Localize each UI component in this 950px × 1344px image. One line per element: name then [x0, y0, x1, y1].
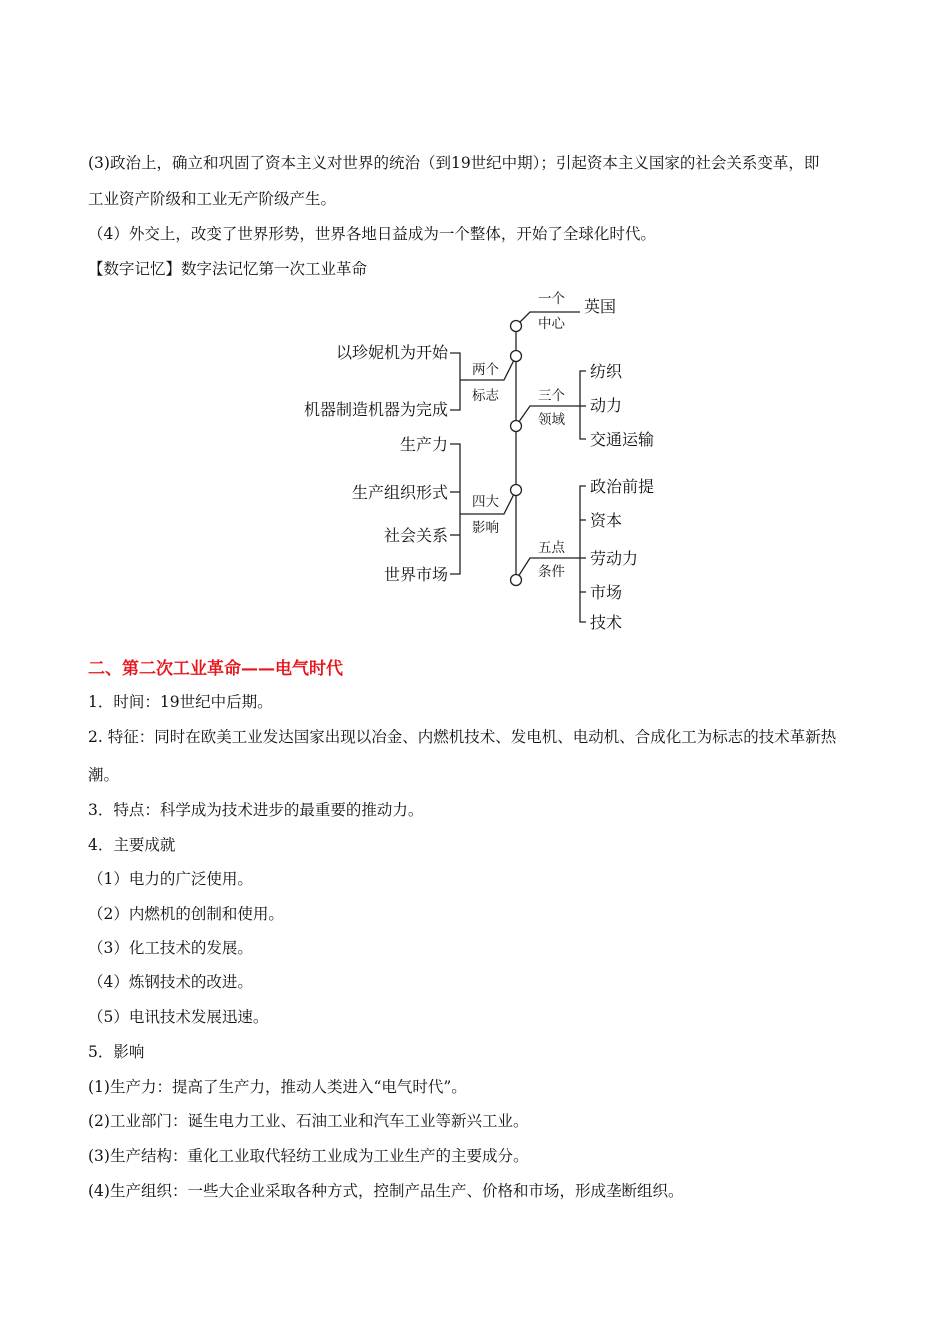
node-marks [511, 351, 522, 362]
conditions-item-4: 市场 [590, 583, 623, 602]
fields-item-3: 交通运输 [590, 430, 655, 449]
s2-line-13: (2)工业部门：诞生电力工业、石油工业和汽车工业等新兴工业。 [88, 1112, 529, 1130]
marks-bracket [450, 353, 460, 410]
conditions-item-1: 政治前提 [590, 477, 655, 496]
marks-item-2: 机器制造机器为完成 [303, 400, 448, 419]
conditions-bracket [580, 486, 586, 622]
section2-heading: 二、第二次工业革命——电气时代 [88, 659, 343, 679]
marks-item-1: 以珍妮机为开始 [335, 343, 448, 362]
fields-item-2: 动力 [590, 396, 623, 415]
node-conditions [511, 575, 522, 586]
s2-line-3: 潮。 [88, 766, 120, 784]
impacts-item-1: 生产力 [399, 435, 448, 454]
center-label-1: 一个 [538, 291, 565, 307]
conditions-item-3: 劳动力 [590, 549, 639, 568]
s2-line-15: (4)生产组织：一些大企业采取各种方式，控制产品生产、价格和市场，形成垄断组织。 [88, 1182, 684, 1200]
center-item: 英国 [584, 297, 617, 316]
impacts-item-4: 世界市场 [383, 565, 448, 584]
node-fields [511, 421, 522, 432]
s2-line-9: （4）炼钢技术的改进。 [88, 973, 253, 991]
marks-label-1: 两个 [472, 362, 499, 378]
s2-line-14: (3)生产结构：重化工业取代轻纺工业成为工业生产的主要成分。 [88, 1147, 529, 1165]
intro-line-2: 工业资产阶级和工业无产阶级产生。 [88, 190, 337, 208]
center-label-2: 中心 [538, 316, 565, 332]
s2-line-10: （5）电讯技术发展迅速。 [88, 1008, 269, 1026]
impacts-item-3: 社会关系 [383, 526, 448, 545]
impacts-label-1: 四大 [472, 494, 499, 510]
fields-label-1: 三个 [538, 388, 565, 404]
s2-line-11: 5．影响 [88, 1043, 145, 1061]
s2-line-2: 2. 特征：同时在欧美工业发达国家出现以冶金、内燃机技术、发电机、电动机、合成化工为标志的技术革新热 [88, 728, 837, 746]
node-center [511, 321, 522, 332]
conditions-item-5: 技术 [590, 613, 623, 632]
s2-line-4: 3．特点：科学成为技术进步的最重要的推动力。 [88, 801, 424, 819]
impacts-label-2: 影响 [472, 520, 499, 536]
mind-map-diagram [280, 286, 700, 638]
conditions-item-2: 资本 [590, 511, 623, 530]
intro-line-1: (3)政治上，确立和巩固了资本主义对世界的统治（到19世纪中期）；引起资本主义国家的社会关系变革，即 [88, 154, 820, 172]
fields-bracket [580, 371, 586, 439]
conditions-label-2: 条件 [538, 564, 565, 580]
s2-line-7: （2）内燃机的创制和使用。 [88, 905, 284, 923]
intro-line-4: 【数字记忆】数字法记忆第一次工业革命 [88, 260, 368, 278]
impacts-bracket [450, 444, 460, 574]
impacts-item-2: 生产组织形式 [351, 483, 448, 502]
s2-line-12: (1)生产力：提高了生产力，推动人类进入“电气时代”。 [88, 1078, 467, 1096]
fields-item-1: 纺织 [590, 362, 623, 381]
node-impacts [511, 485, 522, 496]
s2-line-6: （1）电力的广泛使用。 [88, 870, 253, 888]
s2-line-5: 4．主要成就 [88, 836, 176, 854]
s2-line-8: （3）化工技术的发展。 [88, 939, 253, 957]
fields-label-2: 领域 [538, 412, 565, 428]
conditions-label-1: 五点 [538, 540, 565, 556]
intro-line-3: （4）外交上，改变了世界形势，世界各地日益成为一个整体，开始了全球化时代。 [88, 225, 656, 243]
s2-line-1: 1．时间：19世纪中后期。 [88, 693, 273, 711]
marks-label-2: 标志 [472, 388, 499, 404]
